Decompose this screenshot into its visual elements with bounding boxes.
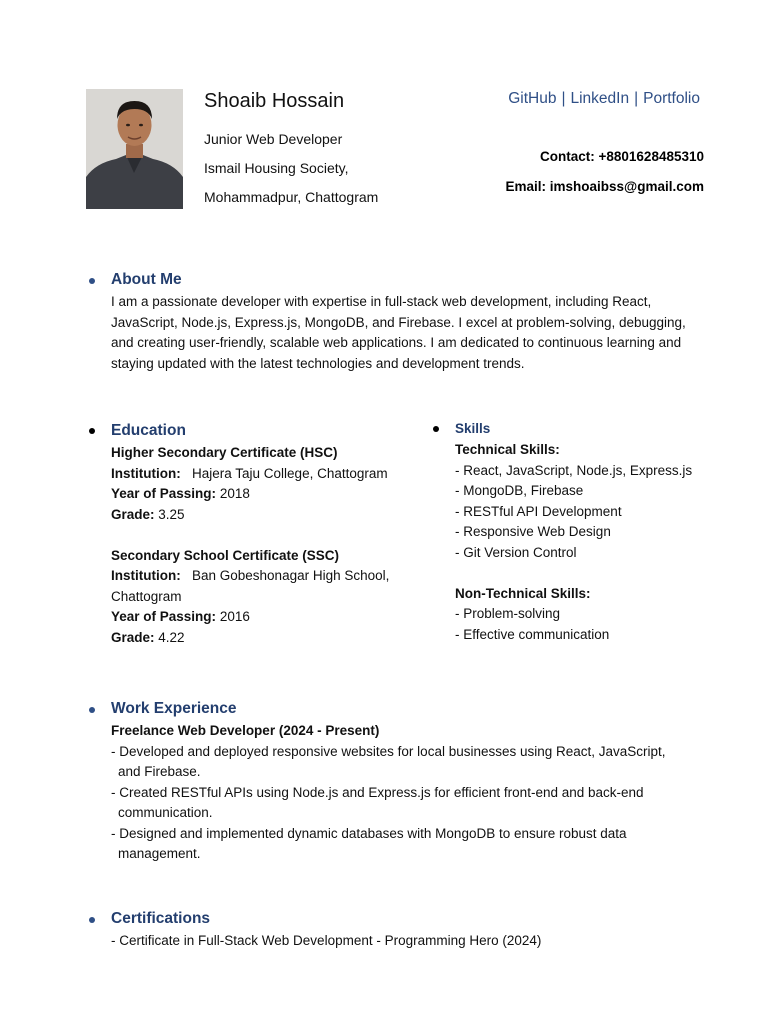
linkedin-link[interactable]: LinkedIn xyxy=(570,90,630,107)
profile-photo-illustration xyxy=(86,89,183,209)
institution-label: Institution: xyxy=(111,568,181,583)
year-label: Year of Passing: xyxy=(111,609,217,624)
ssc-institution xyxy=(111,566,421,587)
profile-links xyxy=(508,90,700,108)
skill-item: - Responsive Web Design xyxy=(455,524,611,539)
work-line: management. xyxy=(118,846,201,861)
skills-block xyxy=(455,440,735,645)
skill-item: - RESTful API Development xyxy=(455,503,622,519)
year-label: Year of Passing: xyxy=(111,486,217,501)
ssc-institution-line2: Chattogram xyxy=(111,588,182,604)
skill-item: - React, JavaScript, Node.js, Express.js xyxy=(455,462,693,478)
section-bullet xyxy=(89,707,95,713)
skills-heading: Skills xyxy=(455,421,491,436)
institution-value: Ban Gobeshonagar High School, xyxy=(192,568,390,583)
work-line: communication. xyxy=(118,805,213,820)
about-line: JavaScript, Node.js, Express.js, MongoDB, and Firebase. I excel at problem-solving, debugging, xyxy=(111,314,686,330)
year-value: 2018 xyxy=(219,486,250,501)
about-line: staying updated with the latest technologies and development trends. xyxy=(111,355,525,371)
ssc-title: Secondary School Certificate (SSC) xyxy=(111,547,340,563)
ssc-year xyxy=(111,607,421,628)
hsc-institution xyxy=(111,464,421,485)
github-link[interactable]: GitHub xyxy=(508,90,557,107)
ssc-grade xyxy=(111,628,421,649)
contact-phone: Contact: +8801628485310 xyxy=(540,149,704,164)
work-line: - Designed and implemented dynamic databases with MongoDB to ensure robust data xyxy=(111,825,627,841)
section-bullet xyxy=(89,917,95,923)
grade-value: 4.22 xyxy=(158,629,185,645)
education-heading: Education xyxy=(111,422,186,439)
hsc-title: Higher Secondary Certificate (HSC) xyxy=(111,445,338,460)
education-block xyxy=(111,443,421,648)
section-bullet xyxy=(89,278,95,284)
grade-value: 3.25 xyxy=(158,506,185,522)
skill-item: - Effective communication xyxy=(455,626,610,642)
year-value: 2016 xyxy=(219,609,250,624)
certification-item: - Certificate in Full-Stack Web Development - Programming Hero (2024) xyxy=(111,933,542,948)
hsc-year xyxy=(111,484,421,505)
about-line: I am a passionate developer with expertise in full-stack web development, including React, xyxy=(111,294,652,309)
work-block xyxy=(111,721,711,865)
skill-item: - Git Version Control xyxy=(455,544,577,560)
grade-label: Grade: xyxy=(111,506,155,522)
about-heading: About Me xyxy=(111,271,182,288)
work-line: - Created RESTful APIs using Node.js and Express.js for efficient front-end and back-end xyxy=(111,784,644,800)
link-separator: | xyxy=(561,90,566,107)
about-paragraph xyxy=(111,292,711,374)
certifications-heading: Certifications xyxy=(111,910,211,927)
work-role: Freelance Web Developer (2024 - Present) xyxy=(111,723,380,738)
institution-label: Institution: xyxy=(111,465,181,481)
technical-skills-label: Technical Skills: xyxy=(455,442,560,457)
hsc-grade xyxy=(111,505,421,526)
section-bullet xyxy=(433,426,439,432)
portfolio-link[interactable]: Portfolio xyxy=(643,90,700,107)
work-line: - Developed and deployed responsive websites for local businesses using React, JavaScript, xyxy=(111,743,666,759)
skill-item: - MongoDB, Firebase xyxy=(455,483,584,498)
institution-value: Hajera Taju College, Chattogram xyxy=(192,465,388,481)
work-line: and Firebase. xyxy=(118,764,201,779)
address-line-2: Mohammadpur, Chattogram xyxy=(204,189,379,205)
non-technical-skills-label: Non-Technical Skills: xyxy=(455,585,591,601)
about-line: and creating user-friendly, scalable web applications. I am dedicated to continuous learning and xyxy=(111,335,682,350)
skill-item: - Problem-solving xyxy=(455,606,561,621)
work-heading: Work Experience xyxy=(111,700,237,717)
grade-label: Grade: xyxy=(111,629,155,645)
section-bullet xyxy=(89,428,95,434)
candidate-name: Shoaib Hossain xyxy=(204,90,345,112)
address-line-1: Ismail Housing Society, xyxy=(204,160,349,176)
contact-email: Email: imshoaibss@gmail.com xyxy=(505,179,704,194)
profile-photo xyxy=(86,89,183,209)
job-title: Junior Web Developer xyxy=(204,131,343,147)
link-separator: | xyxy=(634,90,639,107)
